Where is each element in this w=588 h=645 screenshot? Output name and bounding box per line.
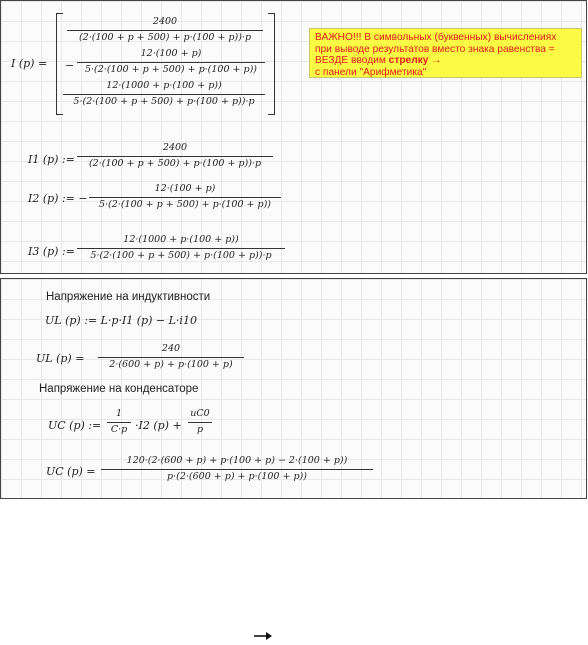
i-matrix-r3-num: 12·(1000 + p·(100 + p)) xyxy=(106,80,222,91)
uc-def-f1-line xyxy=(107,422,131,423)
i2-lhs: I2 (p) := − xyxy=(28,192,88,205)
worksheet-panel-voltages xyxy=(0,278,587,499)
ul-result-num: 240 xyxy=(161,343,181,354)
i1-den: (2·(100 + p + 500) + p·(100 + p))·p xyxy=(88,158,262,169)
i-matrix-r1-line xyxy=(67,30,263,31)
ul-result-lhs: UL (p) = xyxy=(36,352,85,365)
i-matrix-r2-line xyxy=(77,62,265,63)
i3-lhs: I3 (p) := xyxy=(28,245,75,258)
i3-line xyxy=(77,248,285,249)
ul-result-den: 2·(600 + p) + p·(100 + p) xyxy=(109,359,233,370)
worksheet-panel-currents xyxy=(0,0,587,274)
note-line-3-text: ВЕЗДЕ вводим xyxy=(315,55,389,66)
uc-def-f2-line xyxy=(188,422,212,423)
i-matrix-r1-den: (2·(100 + p + 500) + p·(100 + p))·p xyxy=(78,32,252,43)
i3-num: 12·(1000 + p·(100 + p)) xyxy=(123,234,239,245)
uc-result-lhs: UC (p) = xyxy=(46,465,96,478)
i-matrix-r1-num: 2400 xyxy=(152,16,178,27)
i1-lhs: I1 (p) := xyxy=(28,153,75,166)
uc-result-den: p·(2·(600 + p) + p·(100 + p)) xyxy=(167,471,307,482)
i-matrix-r2-sign: − xyxy=(65,59,75,72)
uc-def-middle: ·I2 (p) + xyxy=(135,419,182,432)
i2-den: 5·(2·(100 + p + 500) + p·(100 + p)) xyxy=(98,199,272,210)
i-matrix-r3-line xyxy=(63,94,265,95)
i2-num: 12·(100 + p) xyxy=(154,183,216,194)
uc-def-f1-num: 1 xyxy=(115,408,123,419)
uc-result-line xyxy=(101,469,373,470)
note-line-3 xyxy=(315,55,576,67)
i1-num: 2400 xyxy=(162,142,188,153)
note-line-1: ВАЖНО!!! В символьных (буквенных) вычислениях xyxy=(315,32,557,43)
i-matrix-r2-num: 12·(100 + p) xyxy=(140,48,202,59)
note-line-2: при выводе результатов вместо знака равенства = xyxy=(315,43,555,55)
uc-def-f2-num: uC0 xyxy=(190,408,210,419)
heading-capacitor-voltage: Напряжение на конденсаторе xyxy=(39,383,199,395)
i1-line xyxy=(77,156,273,157)
i-matrix-r2-den: 5·(2·(100 + p + 500) + p·(100 + p)) xyxy=(84,64,258,75)
note-line-4: с панели "Арифметика" xyxy=(315,66,427,78)
uc-def-f1-den: C·p xyxy=(110,424,128,435)
i-matrix-r3-den: 5·(2·(100 + p + 500) + p·(100 + p))·p xyxy=(73,96,255,107)
right-arrow-icon xyxy=(253,631,273,641)
uc-result-num: 120·(2·(600 + p) + p·(100 + p) − 2·(100 + p)) xyxy=(126,455,348,466)
heading-inductance-voltage: Напряжение на индуктивности xyxy=(46,291,211,303)
note-bold-word: стрелку xyxy=(388,55,429,66)
i2-line xyxy=(89,197,281,198)
note-arrow-text: → xyxy=(428,55,442,66)
ul-result-line xyxy=(98,357,244,358)
uc-def-f2-den: p xyxy=(196,424,204,435)
ul-definition: UL (p) := L·p·I1 (p) − L·i10 xyxy=(45,314,197,327)
matrix-right-bracket xyxy=(268,13,275,115)
uc-definition-lhs: UC (p) := xyxy=(48,419,102,432)
i3-den: 5·(2·(100 + p + 500) + p·(100 + p))·p xyxy=(90,250,272,261)
i-matrix-lhs: I (p) = xyxy=(11,57,48,70)
important-note xyxy=(309,28,582,78)
